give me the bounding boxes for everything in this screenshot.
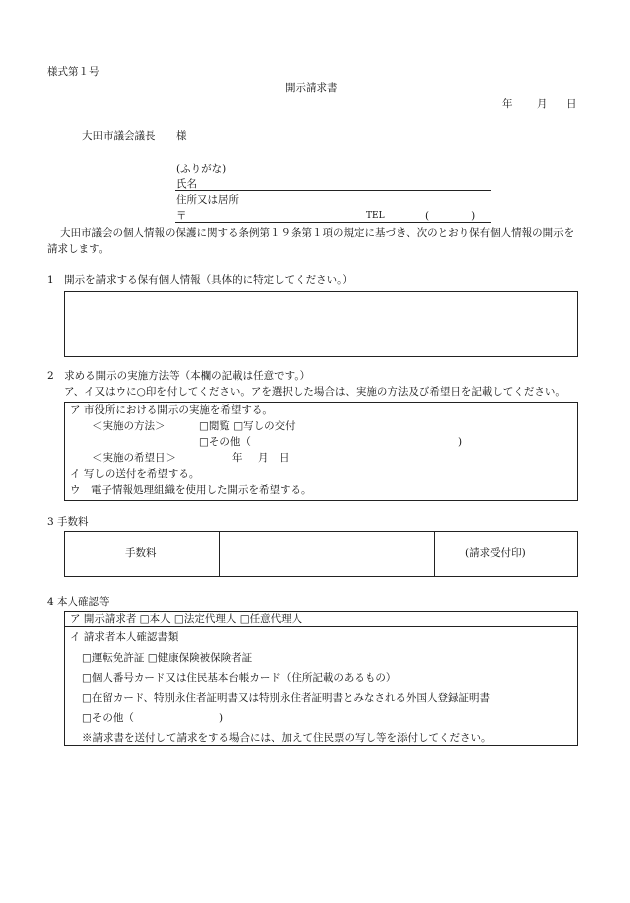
section2-heading: 2 求める開示の実施方法等（本欄の記載は任意です。）: [47, 370, 311, 382]
section1-heading: 1 開示を請求する保有個人情報（具体的に特定してください。）: [47, 274, 353, 286]
method-options-1[interactable]: □閲覧 □写しの交付: [199, 420, 296, 432]
form-number: 様式第１号: [47, 66, 100, 78]
method-options-2[interactable]: □その他（: [199, 436, 251, 448]
section2-instruction: ア、イ又はウに○印を付してください。アを選択した場合は、実施の方法及び希望日を記載してください。: [64, 386, 566, 398]
id-doc-4-close: ): [219, 712, 224, 724]
receipt-stamp-label: (請求受付印): [465, 547, 526, 559]
fee-divider-1: [219, 531, 220, 577]
address-field-line[interactable]: [175, 222, 491, 223]
requested-info-box[interactable]: [64, 291, 578, 357]
section3-heading: 3 手数料: [47, 516, 89, 528]
method-label: ＜実施の方法＞: [92, 420, 166, 432]
option-c[interactable]: ウ 電子情報処理組織を使用した開示を希望する。: [70, 484, 312, 496]
id-doc-1[interactable]: □運転免許証 □健康保険被保険者証: [82, 652, 253, 664]
id-doc-4[interactable]: □その他（: [82, 712, 134, 724]
address-label: 住所又は居所: [176, 194, 239, 206]
addressee-name: 大田市議会議長: [82, 130, 156, 142]
tel-parens: ( ): [425, 210, 476, 222]
date-month-label: 月: [537, 98, 548, 110]
identity-row-divider: [64, 626, 578, 627]
hope-date-month: 月: [258, 452, 269, 464]
id-doc-3[interactable]: □在留カード、特別永住者証明書又は特別永住者証明書とみなされる外国人登録証明書: [82, 692, 490, 704]
section4-heading: 4 本人確認等: [47, 596, 110, 608]
fee-label: 手数料: [125, 547, 157, 559]
hope-date-day: 日: [279, 452, 290, 464]
addressee-suffix: 様: [176, 130, 187, 142]
hope-date-year: 年: [232, 452, 243, 464]
fee-divider-2: [434, 531, 435, 577]
option-b[interactable]: イ 写しの送付を希望する。: [70, 468, 200, 480]
id-documents-title: イ 請求者本人確認書類: [70, 631, 179, 643]
mail-note: ※請求書を送付して請求をする場合には、加えて住民票の写し等を添付してください。: [82, 732, 492, 744]
intro-text: 大田市議会の個人情報の保護に関する条例第１９条第１項の規定に基づき、次のとおり保有個人情報の開示を請求します。: [47, 227, 575, 256]
postal-mark: 〒: [176, 210, 187, 222]
date-year-label: 年: [502, 98, 513, 110]
requester-type-row[interactable]: ア 開示請求者 □本人 □法定代理人 □任意代理人: [70, 613, 303, 625]
form-title: 開示請求書: [285, 82, 338, 94]
method-other-close: ): [458, 436, 463, 448]
furigana-label: (ふりがな): [176, 163, 227, 175]
option-a[interactable]: ア 市役所における開示の実施を希望する。: [70, 404, 273, 416]
date-label: ＜実施の希望日＞: [92, 452, 176, 464]
name-field-line[interactable]: [175, 190, 491, 191]
tel-label: TEL: [366, 211, 385, 221]
name-label: 氏名: [176, 178, 197, 190]
id-doc-2[interactable]: □個人番号カード又は住民基本台帳カード（住所記載のあるもの）: [82, 672, 397, 684]
date-day-label: 日: [566, 98, 577, 110]
